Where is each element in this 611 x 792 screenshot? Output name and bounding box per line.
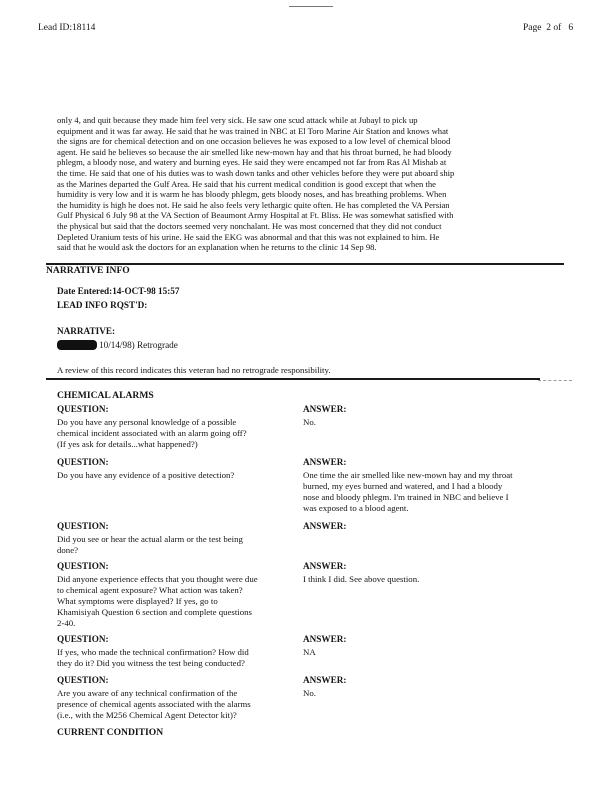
question-label: QUESTION: [57, 634, 109, 644]
answer-text: I think I did. See above question. [303, 574, 420, 584]
answer-label: ANSWER: [303, 521, 347, 531]
answer-text: No. [303, 688, 316, 698]
question-label: QUESTION: [57, 457, 109, 467]
answer-label: ANSWER: [303, 404, 347, 414]
narrative-body [57, 115, 557, 253]
lead-id: Lead ID:18114 [38, 23, 96, 33]
body-line: the signs are for chemical detection and on one occasion believes he was exposed to a low level of chemical blood [57, 136, 451, 147]
lead-info-label: LEAD INFO RQST'D: [57, 300, 148, 310]
body-line: the physical but said that the doctors seemed very nonchalant. He was most concerned that they did not conduct [57, 220, 442, 231]
body-line: agent. He said he believes so because the air smelled like new-mown hay and that his throat burned, he had bloody [57, 146, 452, 157]
chemical-alarms-heading: CHEMICAL ALARMS [57, 390, 154, 401]
question-label: QUESTION: [57, 561, 109, 571]
question-label: QUESTION: [57, 675, 109, 685]
question-text: Did you see or hear the actual alarm or the test being done? [57, 534, 243, 555]
body-line: phlegm, a bloody nose, and watery and burning eyes. He said they were encamped not far from Ras Al Mishab at [57, 157, 447, 168]
review-text: A review of this record indicates this veteran had no retrograde responsibility. [57, 365, 331, 375]
body-line: said that he would ask the doctors for an explanation when he returns to the clinic 14 Sep 98. [57, 242, 377, 253]
question-label: QUESTION: [57, 404, 109, 414]
answer-label: ANSWER: [303, 561, 347, 571]
body-line: only 4, and quit because they made him feel very sick. He saw one scud attack while at Jubayl to pick up [57, 115, 418, 125]
body-line: the humidity is high he does not. He said he also feels very lethargic quite often. He has completed the VA Persian [57, 199, 450, 210]
question-text: Are you aware of any technical confirmation of the presence of chemical agents associated with the alarms (i.e., with the M256 Chemical Agent Detector kit)? [57, 688, 251, 720]
narrative-label: NARRATIVE: [57, 326, 116, 336]
answer-label: ANSWER: [303, 675, 347, 685]
answer-text: NA [303, 647, 316, 657]
section-divider [46, 378, 540, 380]
body-line: Gulf Physical 6 July 98 at the VA Section of Beaumont Army Hospital at Ft. Bliss. He was somewhat satisfied with [57, 210, 454, 221]
answer-text: One time the air smelled like new-mown hay and my throat burned, my eyes burned and watered, and I had a bloody nose and bloody phlegm. I'm trained in NBC and believe I was exposed to a blood agent. [303, 470, 513, 513]
body-line: the time. He said that one of his duties was to wash down tanks and other vehicles before they were put aboard ship [57, 167, 455, 178]
page-number: Page 2 of 6 [523, 23, 574, 33]
question-label: QUESTION: [57, 521, 109, 531]
narrative-entry: 10/14/98) Retrograde [57, 340, 178, 350]
date-entered: Date Entered:14-OCT-98 15:57 [57, 286, 180, 296]
body-line: equipment and it was far away. He said that he was trained in NBC at El Toro Marine Air Station and knows what [57, 125, 449, 136]
answer-text: No. [303, 417, 316, 427]
top-divider [289, 6, 333, 7]
body-line: humidity is very low and it is warm he has bloody phlegm, gets bloody noses, and has breathing problems. When [57, 189, 447, 200]
answer-label: ANSWER: [303, 634, 347, 644]
question-text: Do you have any evidence of a positive detection? [57, 470, 235, 480]
question-text: Do you have any personal knowledge of a possible chemical incident associated with an alarm going off? (If yes ask for details...what happened?) [57, 417, 247, 449]
current-condition-heading: CURRENT CONDITION [57, 727, 164, 738]
redaction-mark [57, 340, 97, 350]
narrative-info-heading: NARRATIVE INFO [46, 265, 130, 276]
body-line: Depleted Uranium tests of his urine. He said the EKG was abnormal and that this was not explained to him. He [57, 231, 440, 242]
answer-label: ANSWER: [303, 457, 347, 467]
question-text: Did anyone experience effects that you thought were due to chemical agent exposure? What action was taken? What symptoms were displayed? If yes, go to Khamisiyah Question 6 section and complete questions 2-40. [57, 574, 258, 628]
dashed-divider [538, 380, 572, 382]
body-line: as the Marines departed the Gulf Area. He said that his current medical condition is good except that when the [57, 178, 436, 189]
question-text: If yes, who made the technical confirmation? How did they do it? Did you witness the test being conducted? [57, 647, 249, 668]
